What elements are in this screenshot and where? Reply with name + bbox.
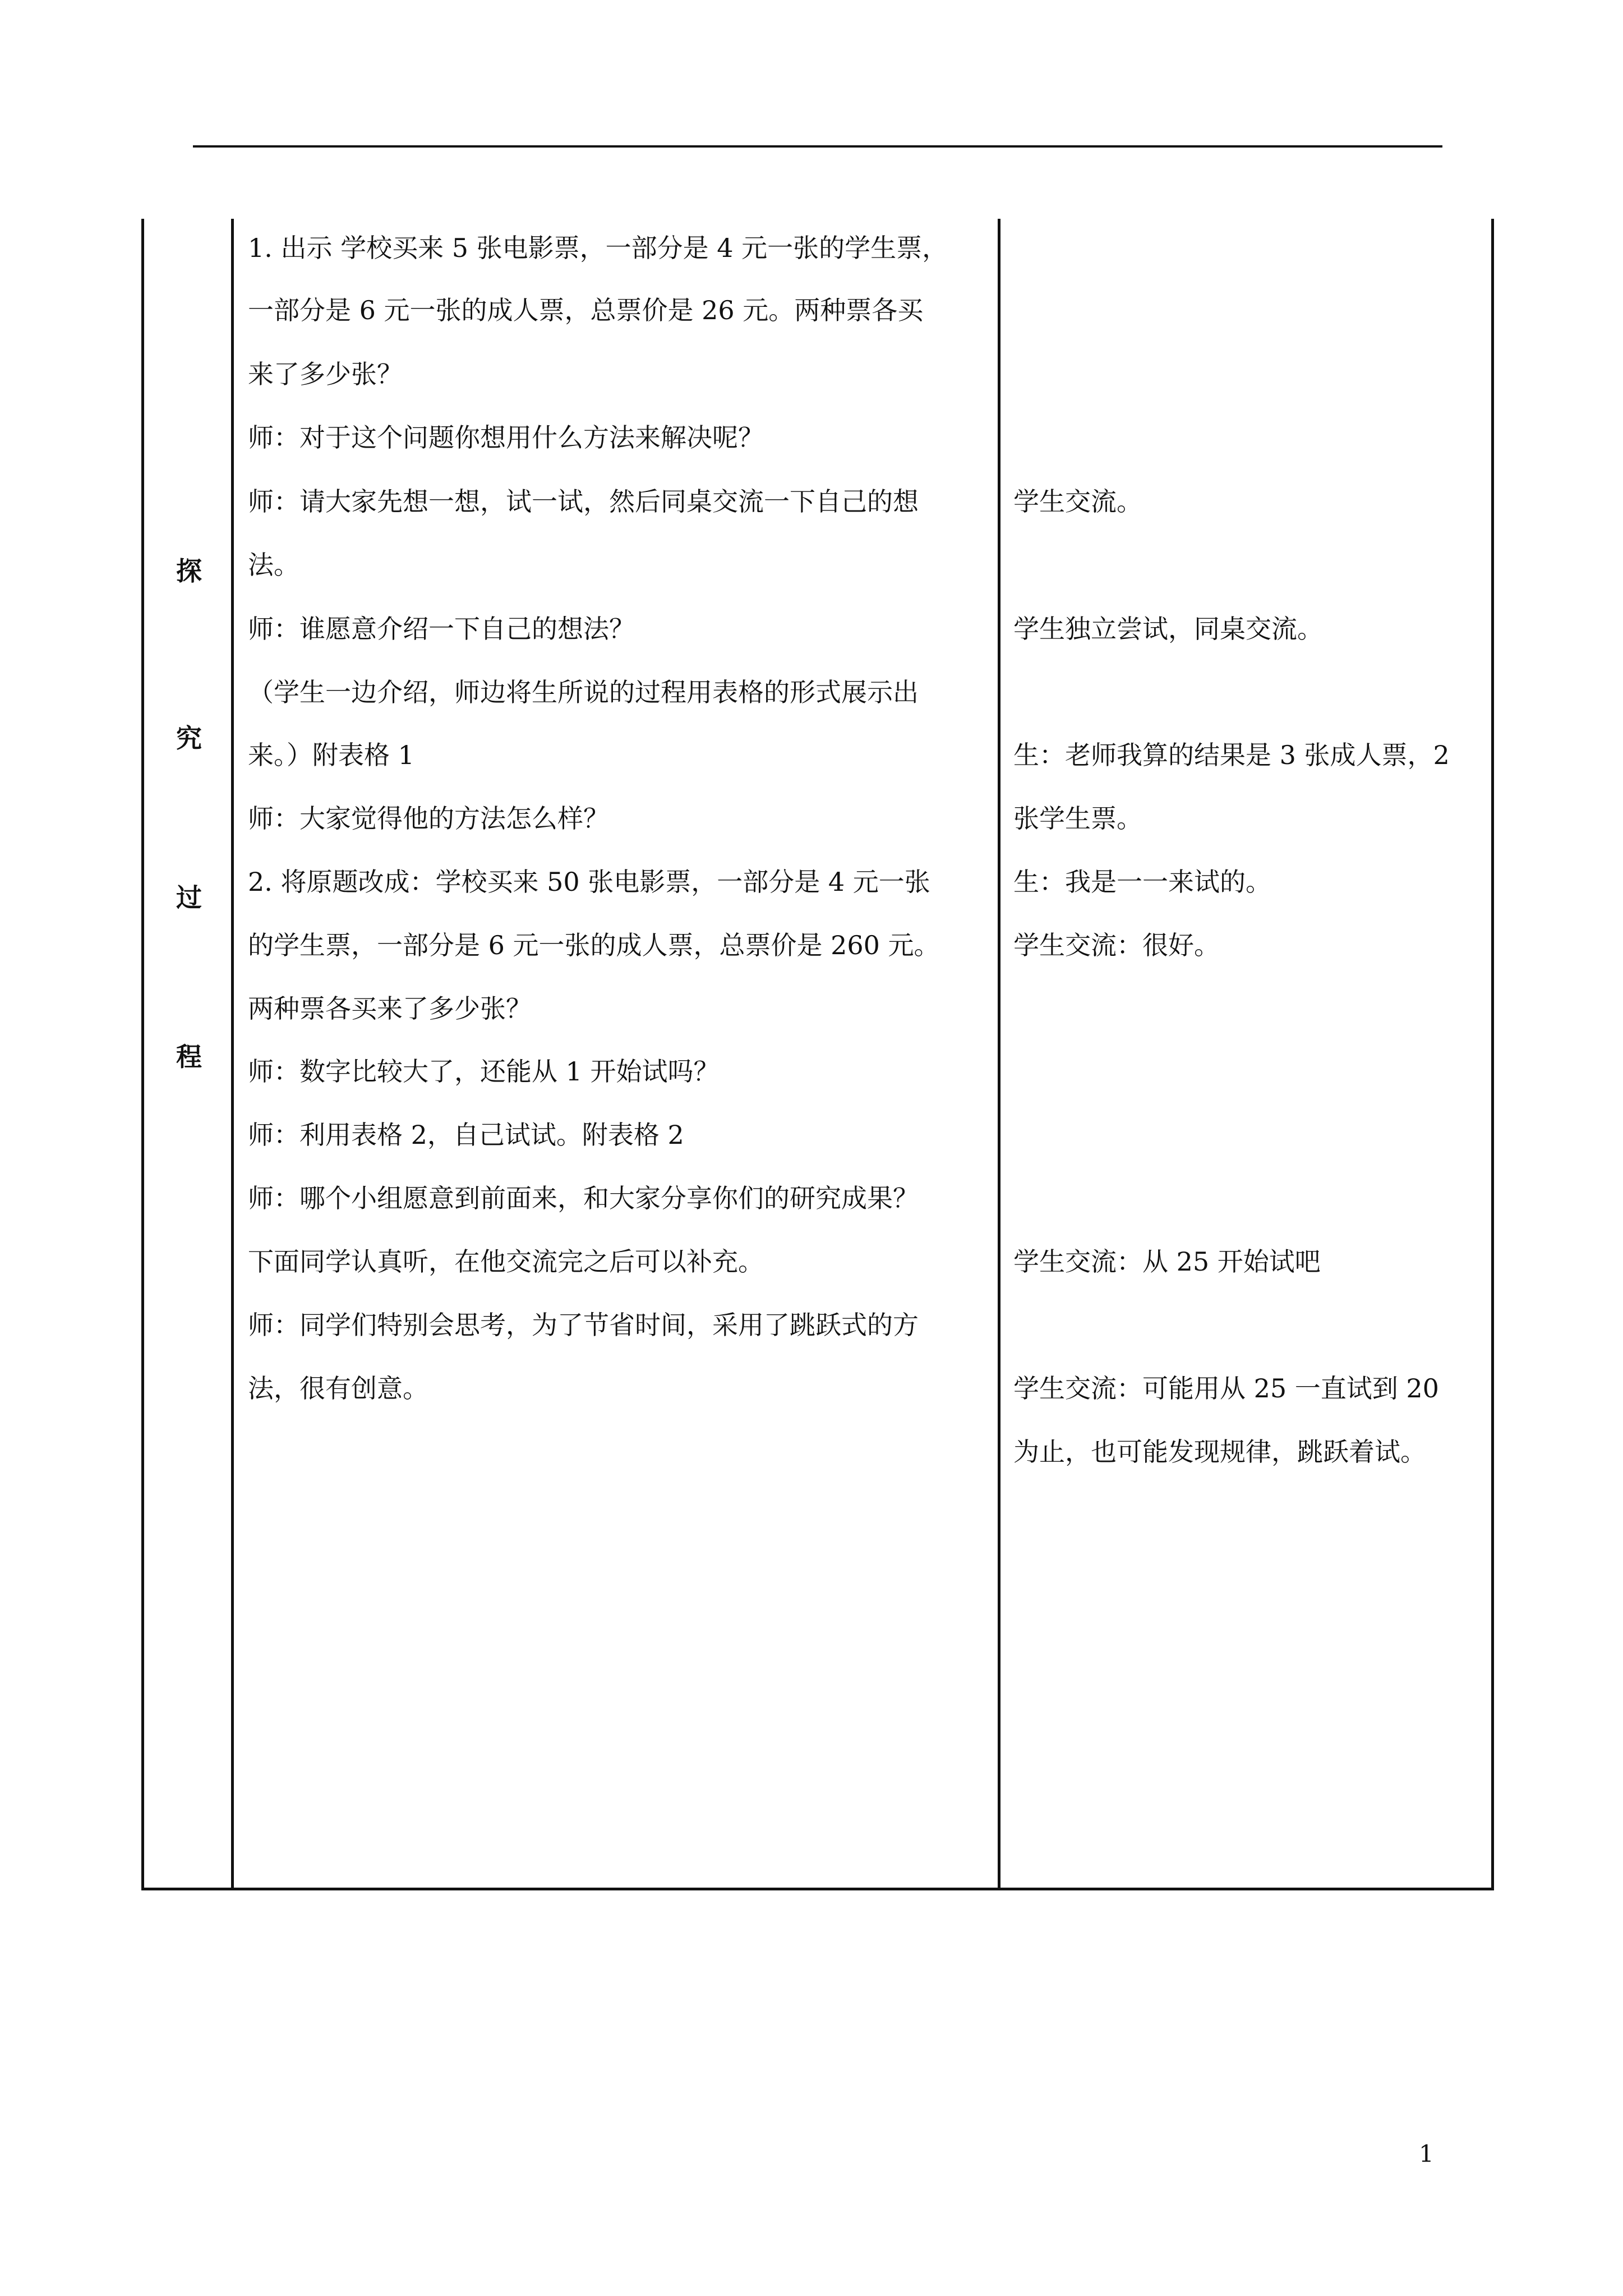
- student-line: 张学生票。: [1013, 803, 1142, 834]
- student-line: 学生独立尝试，同桌交流。: [1013, 614, 1323, 644]
- student-line: 学生交流。: [1013, 486, 1142, 517]
- procedure-line: 法，很有创意。: [248, 1373, 428, 1404]
- stage-label-char: 究: [176, 723, 202, 753]
- table-border-right: [1491, 219, 1494, 1890]
- table-divider-stage: [231, 219, 234, 1890]
- procedure-line: 2. 将原题改成：学校买来 50 张电影票，一部分是 4 元一张: [248, 867, 930, 897]
- procedure-line: 师：谁愿意介绍一下自己的想法？: [248, 614, 635, 644]
- header-rule: [193, 145, 1442, 148]
- procedure-line: 法。: [248, 550, 299, 580]
- table-border-left: [141, 219, 144, 1890]
- lesson-table: [141, 219, 1494, 1890]
- procedure-line: 来。）附表格 1: [248, 740, 414, 770]
- table-border-bottom: [141, 1888, 1494, 1890]
- procedure-line: 下面同学认真听，在他交流完之后可以补充。: [248, 1246, 764, 1277]
- stage-label-char: 探: [176, 556, 202, 586]
- page-number: 1: [1419, 2140, 1434, 2168]
- procedure-line: 来了多少张？: [248, 359, 403, 389]
- student-line: 学生交流：很好。: [1013, 930, 1220, 960]
- student-line: 生：老师我算的结果是 3 张成人票，2: [1013, 740, 1450, 770]
- stage-label-char: 程: [176, 1042, 202, 1072]
- student-line: 生：我是一一来试的。: [1013, 867, 1271, 897]
- procedure-line: 师：数字比较大了，还能从 1 开始试吗？: [248, 1056, 720, 1087]
- procedure-line: 1. 出示 学校买来 5 张电影票，一部分是 4 元一张的学生票，: [248, 233, 948, 263]
- student-line: 为止，也可能发现规律，跳跃着试。: [1013, 1437, 1426, 1467]
- procedure-line: 两种票各买来了多少张？: [248, 993, 532, 1024]
- table-divider-student: [998, 219, 1000, 1890]
- procedure-line: 师：请大家先想一想，试一试，然后同桌交流一下自己的想: [248, 486, 919, 517]
- procedure-line: （学生一边介绍，师边将生所说的过程用表格的形式展示出: [248, 677, 919, 707]
- procedure-line: 师：对于这个问题你想用什么方法来解决呢？: [248, 422, 764, 453]
- student-line: 学生交流：可能用从 25 一直试到 20: [1013, 1373, 1439, 1404]
- procedure-line: 师：哪个小组愿意到前面来，和大家分享你们的研究成果？: [248, 1183, 919, 1213]
- stage-label-char: 过: [176, 882, 202, 913]
- procedure-line: 师：大家觉得他的方法怎么样？: [248, 803, 609, 834]
- procedure-line: 一部分是 6 元一张的成人票，总票价是 26 元。两种票各买: [248, 295, 924, 325]
- procedure-line: 师：同学们特别会思考，为了节省时间，采用了跳跃式的方: [248, 1310, 919, 1340]
- procedure-line: 的学生票，一部分是 6 元一张的成人票，总票价是 260 元。: [248, 930, 940, 960]
- procedure-line: 师：利用表格 2，自己试试。附表格 2: [248, 1120, 684, 1150]
- student-line: 学生交流：从 25 开始试吧: [1013, 1246, 1321, 1277]
